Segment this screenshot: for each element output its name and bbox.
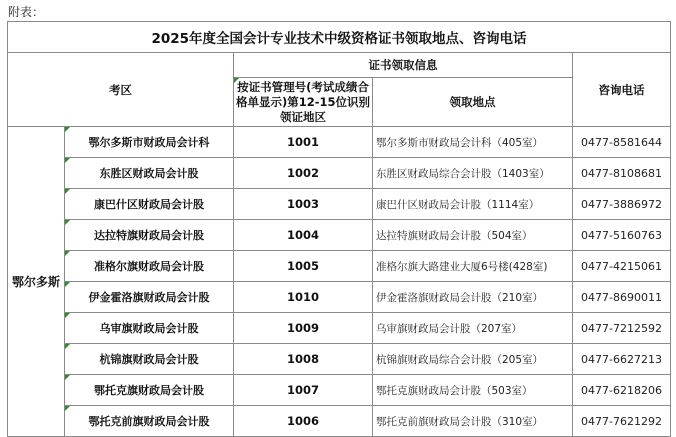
table-row	[8, 406, 671, 437]
table-title: 2025年度全国会计专业技术中级资格证书领取地点、咨询电话	[8, 22, 671, 53]
location-cell: 乌审旗财政局会计股（207室）	[373, 313, 573, 344]
table-row	[8, 189, 671, 220]
dept-cell: 杭锦旗财政局会计股	[65, 344, 234, 375]
phone-cell: 0477-8108681	[573, 158, 671, 189]
table-row	[8, 220, 671, 251]
code-cell: 1004	[234, 220, 373, 251]
dept-cell: 乌审旗财政局会计股	[65, 313, 234, 344]
dept-cell: 鄂托克前旗财政局会计股	[65, 406, 234, 437]
location-cell: 鄂托克前旗财政局会计股（310室）	[373, 406, 573, 437]
location-cell: 杭锦旗财政局综合会计股（205室）	[373, 344, 573, 375]
phone-cell: 0477-6627213	[573, 344, 671, 375]
header-location: 领取地点	[373, 78, 573, 127]
dept-cell: 东胜区财政局会计股	[65, 158, 234, 189]
phone-cell: 0477-7621292	[573, 406, 671, 437]
code-cell: 1002	[234, 158, 373, 189]
location-cell: 准格尔旗大路建业大厦6号楼(428室)	[373, 251, 573, 282]
location-cell: 鄂托克旗财政局会计股（503室）	[373, 375, 573, 406]
phone-cell: 0477-3886972	[573, 189, 671, 220]
dept-cell: 康巴什区财政局会计股	[65, 189, 234, 220]
code-cell: 1006	[234, 406, 373, 437]
phone-cell: 0477-5160763	[573, 220, 671, 251]
annex-note: 附表：	[8, 5, 45, 19]
table-row	[8, 158, 671, 189]
header-area: 考区	[8, 53, 234, 127]
location-cell: 康巴什区财政局会计股（1114室）	[373, 189, 573, 220]
location-cell: 东胜区财政局综合会计股（1403室）	[373, 158, 573, 189]
table-row	[8, 313, 671, 344]
code-cell: 1003	[234, 189, 373, 220]
phone-cell: 0477-8581644	[573, 127, 671, 158]
dept-cell: 达拉特旗财政局会计股	[65, 220, 234, 251]
code-cell: 1001	[234, 127, 373, 158]
location-cell: 达拉特旗财政局会计股（504室）	[373, 220, 573, 251]
table-row	[8, 375, 671, 406]
dept-cell: 伊金霍洛旗财政局会计股	[65, 282, 234, 313]
phone-cell: 0477-8690011	[573, 282, 671, 313]
table-row	[8, 127, 671, 158]
dept-cell: 鄂托克旗财政局会计股	[65, 375, 234, 406]
header-info: 证书领取信息	[234, 53, 573, 78]
phone-cell: 0477-7212592	[573, 313, 671, 344]
code-cell: 1010	[234, 282, 373, 313]
location-cell: 鄂尔多斯市财政局会计科（405室）	[373, 127, 573, 158]
table-row	[8, 282, 671, 313]
code-cell: 1008	[234, 344, 373, 375]
location-cell: 伊金霍洛旗财政局会计股（210室）	[373, 282, 573, 313]
dept-cell: 鄂尔多斯市财政局会计科	[65, 127, 234, 158]
phone-cell: 0477-6218206	[573, 375, 671, 406]
header-code: 按证书管理号(考试成绩合格单显示)第12-15位识别领证地区	[234, 78, 373, 127]
certificate-table	[7, 21, 671, 437]
phone-cell: 0477-4215061	[573, 251, 671, 282]
table-row	[8, 251, 671, 282]
table-row	[8, 344, 671, 375]
code-cell: 1009	[234, 313, 373, 344]
code-cell: 1007	[234, 375, 373, 406]
dept-cell: 准格尔旗财政局会计股	[65, 251, 234, 282]
code-cell: 1005	[234, 251, 373, 282]
region-cell: 鄂尔多斯	[8, 127, 65, 437]
header-phone: 咨询电话	[573, 53, 671, 127]
